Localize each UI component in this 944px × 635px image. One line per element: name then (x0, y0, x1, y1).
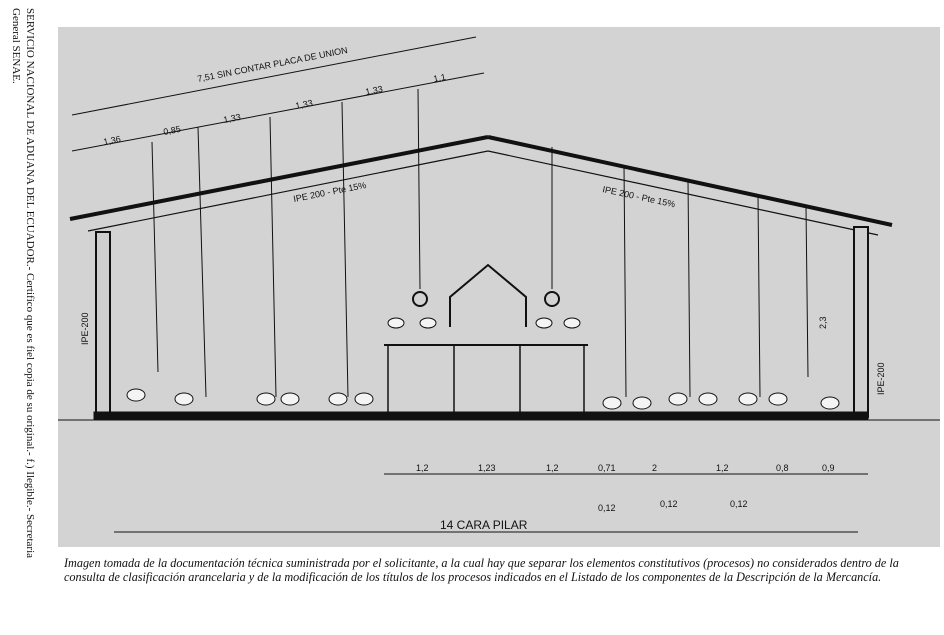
column-label-left: IPE-200 (80, 312, 90, 345)
bottom-segment-7: 0,8 (776, 463, 789, 473)
top-segment-3: 1,33 (222, 111, 242, 125)
floor-slab (94, 412, 868, 420)
certification-note-line-2: General SENAE. (10, 8, 22, 84)
bottom-segment-5: 2 (652, 463, 658, 473)
column-label-right: IPE-200 (876, 362, 886, 395)
top-segment-4: 1,33 (294, 97, 314, 111)
small-offset-2: 0,12 (660, 499, 678, 509)
segment-dimension-line (72, 73, 484, 151)
top-segment-2: 0,85 (162, 123, 182, 137)
technical-drawing (58, 27, 940, 547)
bottom-segment-6: 1,2 (716, 463, 729, 473)
top-dimension-line (72, 37, 476, 115)
top-segment-1: 1,36 (102, 133, 122, 147)
bottom-segment-4: 0,71 (598, 463, 616, 473)
feeder-ring-right (545, 292, 559, 306)
figure-caption: Imagen tomada de la documentación técnica suministrada por el solicitante, a la cual hay que separar los elementos constitutivos (procesos) no considerados dentro de la consulta de clasificación arancelaria y de la modificación de los títulos de los procesos indicados en el Listado de los componentes de la Descripción de la Mercancía. (64, 556, 899, 585)
column-right (854, 227, 868, 417)
top-segment-6: 1,1 (432, 71, 447, 84)
beam-label-right: IPE 200 - Pte 15% (601, 184, 677, 210)
feeder-ring-left (413, 292, 427, 306)
top-segment-5: 1,33 (364, 83, 384, 97)
certification-note-line-1: SERVICIO NACIONAL DE ADUANA DEL ECUADOR.- Certifico que es fiel copia de su original.- f.) Ilegible.- Secretaria (24, 8, 36, 559)
height-dimension: 2,3 (818, 316, 828, 329)
small-offset-3: 0,12 (730, 499, 748, 509)
roof-beam-left (70, 137, 488, 219)
top-total-dimension: 7,51 SIN CONTAR PLACA DE UNION (196, 44, 349, 84)
central-frame (450, 265, 526, 327)
bottom-segment-2: 1,23 (478, 463, 496, 473)
bottom-segment-1: 1,2 (416, 463, 429, 473)
total-span-label: 14 CARA PILAR (440, 518, 528, 532)
certification-note (4, 8, 44, 628)
beam-label-left: IPE 200 - Pte 15% (292, 180, 368, 204)
bottom-segment-3: 1,2 (546, 463, 559, 473)
bottom-segment-8: 0,9 (822, 463, 835, 473)
roof-beam-right (488, 137, 892, 225)
section-drawing (58, 27, 940, 547)
column-left (96, 232, 110, 417)
small-offset-1: 0,12 (598, 503, 616, 513)
